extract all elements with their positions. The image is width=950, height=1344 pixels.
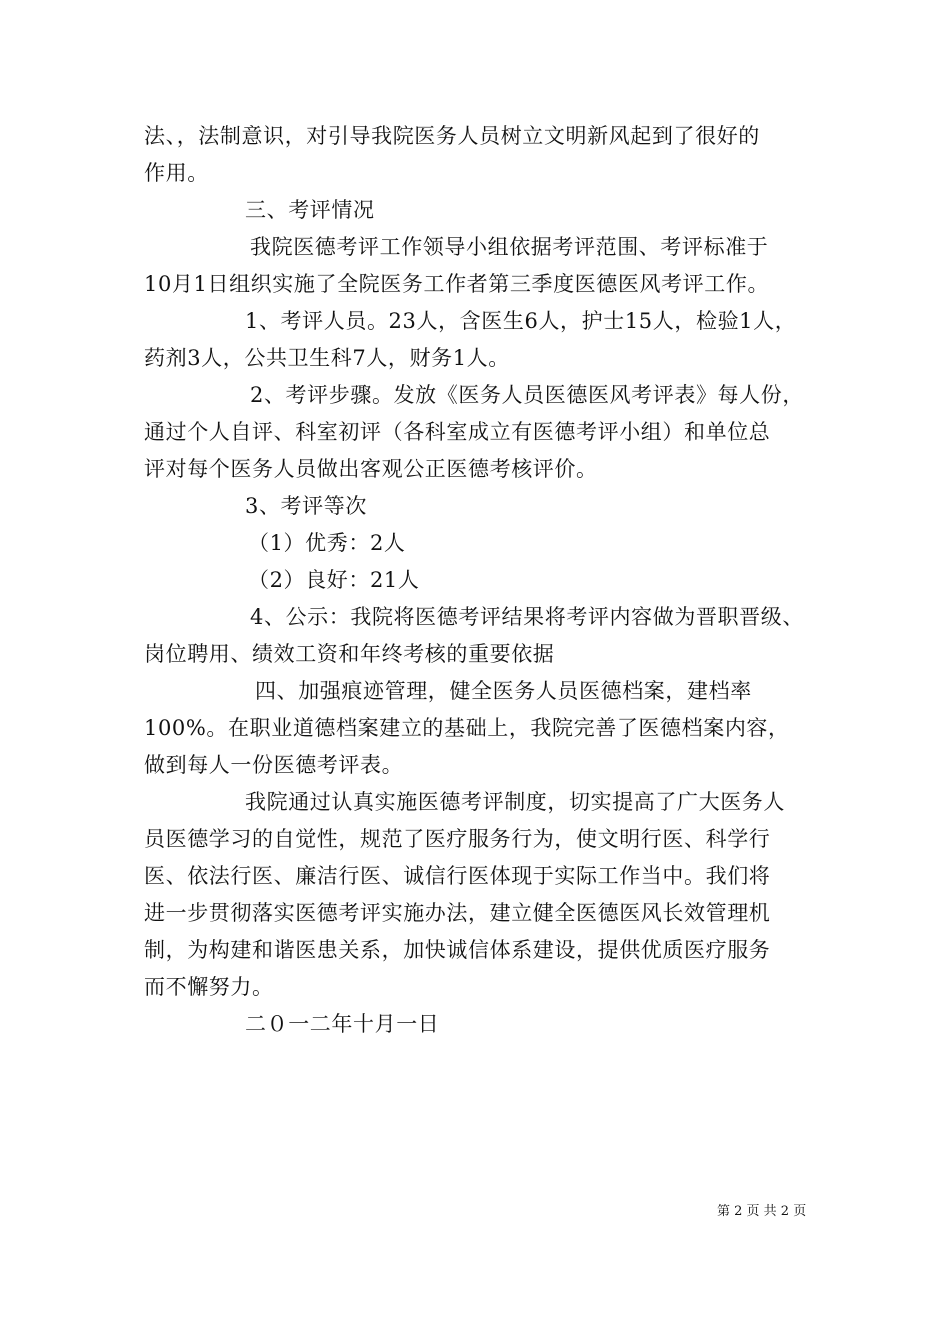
paragraph-line: 通过个人自评、科室初评（各科室成立有医德考评小组）和单位总 — [144, 420, 771, 444]
paragraph-line: 2、考评步骤。发放《医务人员医德医风考评表》每人份， — [250, 383, 804, 407]
paragraph-line: 作用。 — [144, 161, 209, 185]
paragraph-line: 药剂3人，公共卫生科7人，财务1人。 — [144, 346, 510, 370]
paragraph-line: 而不懈努力。 — [144, 975, 274, 999]
section-heading: 四、加强痕迹管理，健全医务人员医德档案，建档率 — [255, 679, 752, 703]
paragraph-line: 评对每个医务人员做出客观公正医德考核评价。 — [144, 457, 598, 481]
paragraph-line: 员医德学习的自觉性，规范了医疗服务行为，使文明行医、科学行 — [144, 827, 771, 851]
paragraph-line: 我院通过认真实施医德考评制度，切实提高了广大医务人 — [245, 790, 785, 814]
section-heading: 三、考评情况 — [245, 198, 375, 222]
paragraph-line: 进一步贯彻落实医德考评实施办法，建立健全医德医风长效管理机 — [144, 901, 771, 925]
paragraph-line: 4、公示：我院将医德考评结果将考评内容做为晋职晋级、 — [250, 605, 804, 629]
paragraph-line: 制，为构建和谐医患关系，加快诚信体系建设，提供优质医疗服务 — [144, 938, 771, 962]
paragraph-line: 做到每人一份医德考评表。 — [144, 753, 404, 777]
paragraph-line: 岗位聘用、绩效工资和年终考核的重要依据 — [144, 642, 555, 666]
list-item: （1）优秀：2人 — [248, 531, 406, 555]
paragraph-line: 1、考评人员。23人，含医生6人，护士15人，检验1人， — [245, 309, 797, 333]
paragraph-line: 10月1日组织实施了全院医务工作者第三季度医德医风考评工作。 — [144, 272, 770, 296]
page-number: 第 2 页 共 2 页 — [717, 1204, 807, 1219]
paragraph-line: 我院医德考评工作领导小组依据考评范围、考评标准于 — [250, 235, 769, 259]
paragraph-line: 法、，法制意识，对引导我院医务人员树立文明新风起到了很好的 — [144, 124, 760, 148]
paragraph-line: 3、考评等次 — [245, 494, 367, 518]
paragraph-line: 医、依法行医、廉洁行医、诚信行医体现于实际工作当中。我们将 — [144, 864, 771, 888]
document-date: 二０一二年十月一日 — [245, 1012, 440, 1036]
list-item: （2）良好：21人 — [248, 568, 420, 592]
paragraph-line: 100%。在职业道德档案建立的基础上，我院完善了医德档案内容， — [144, 716, 790, 740]
